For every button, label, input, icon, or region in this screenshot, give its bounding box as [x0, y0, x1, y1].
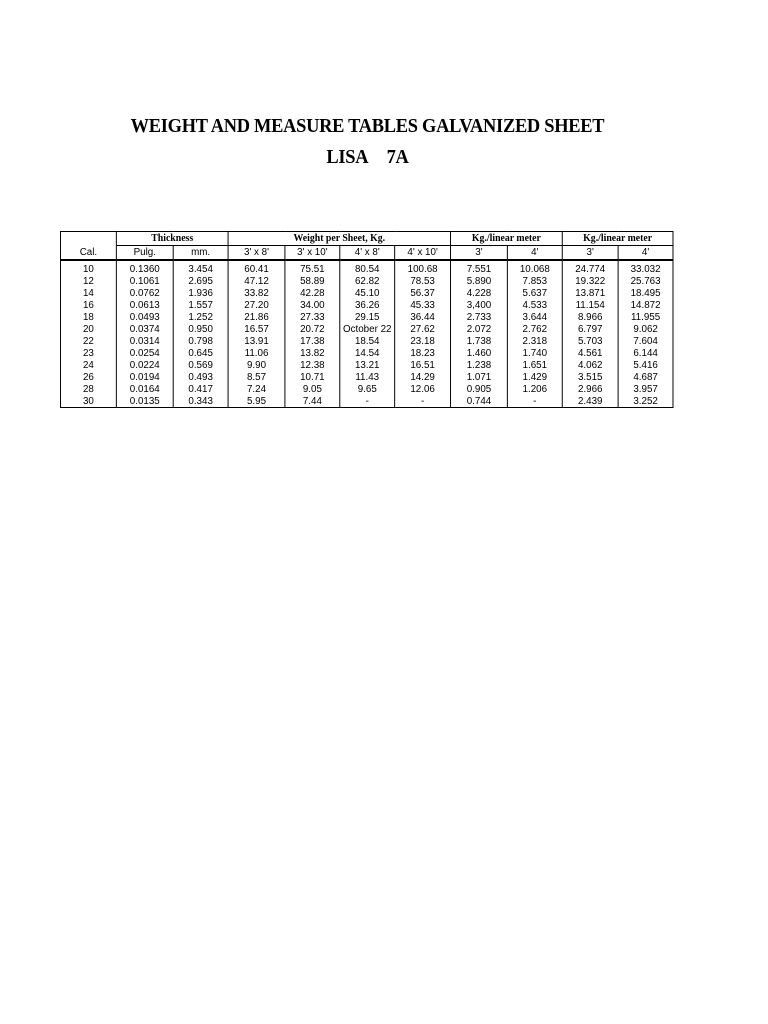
- table-cell: 1.206: [507, 383, 562, 395]
- table-cell: -: [507, 395, 562, 408]
- table-cell: 62.82: [340, 275, 395, 287]
- table-cell: 2.439: [562, 395, 618, 408]
- table-cell: 0.905: [451, 383, 508, 395]
- table-row: [60, 371, 673, 383]
- table-cell: 23.18: [395, 335, 451, 347]
- table-cell: 13.21: [340, 359, 395, 371]
- table-row: [60, 260, 673, 275]
- column-header: 3' x 10': [285, 246, 340, 261]
- table-cell: 5.416: [618, 359, 673, 371]
- table-cell: 5.890: [451, 275, 508, 287]
- table-cell: 14.29: [395, 371, 451, 383]
- table-cell: 0.645: [173, 347, 228, 359]
- table-cell: 4.533: [507, 299, 562, 311]
- column-header: Cal.: [60, 246, 116, 261]
- table-cell: 18.54: [340, 335, 395, 347]
- table-cell: 1.557: [173, 299, 228, 311]
- table-cell: 12.06: [395, 383, 451, 395]
- table-cell: 36.44: [395, 311, 451, 323]
- table-cell: 0.0194: [116, 371, 173, 383]
- table-cell: 3.644: [507, 311, 562, 323]
- table-cell: 29.15: [340, 311, 395, 323]
- table-cell: 8.57: [228, 371, 285, 383]
- table-cell: 0.798: [173, 335, 228, 347]
- group-header-kg-linear-2: Kg./linear meter: [562, 232, 673, 246]
- table-cell: 26: [60, 371, 116, 383]
- table-cell: 4.062: [562, 359, 618, 371]
- table-cell: 30: [60, 395, 116, 408]
- table-cell: 27.62: [395, 323, 451, 335]
- column-header: 4' x 8': [340, 246, 395, 261]
- table-cell: 42.28: [285, 287, 340, 299]
- table-cell: 45.33: [395, 299, 451, 311]
- table-cell: 14.54: [340, 347, 395, 359]
- table-cell: 27.33: [285, 311, 340, 323]
- table-body: [60, 260, 673, 408]
- table-row: [60, 359, 673, 371]
- table-cell: 1.429: [507, 371, 562, 383]
- table-cell: 24: [60, 359, 116, 371]
- table-cell: 80.54: [340, 260, 395, 275]
- table-cell: 10.71: [285, 371, 340, 383]
- table-cell: 2.966: [562, 383, 618, 395]
- table-cell: 20: [60, 323, 116, 335]
- table-cell: 0.1360: [116, 260, 173, 275]
- table-cell: 8.966: [562, 311, 618, 323]
- table-cell: 0.0224: [116, 359, 173, 371]
- table-cell: 2.762: [507, 323, 562, 335]
- column-header: mm.: [173, 246, 228, 261]
- table-cell: 18.23: [395, 347, 451, 359]
- table-cell: 1.740: [507, 347, 562, 359]
- table-cell: 0.0314: [116, 335, 173, 347]
- table-row: [60, 287, 673, 299]
- table-cell: 0.0254: [116, 347, 173, 359]
- table-cell: 36.26: [340, 299, 395, 311]
- table-cell: 0.0374: [116, 323, 173, 335]
- table-cell: 0.343: [173, 395, 228, 408]
- sub-header-row: [60, 246, 673, 261]
- table-cell: 3.454: [173, 260, 228, 275]
- table-row: [60, 275, 673, 287]
- table-cell: 7.604: [618, 335, 673, 347]
- column-header: 3': [451, 246, 508, 261]
- group-header-row: [60, 232, 673, 246]
- table-cell: 2.733: [451, 311, 508, 323]
- table-cell: 5.95: [228, 395, 285, 408]
- table-cell: 33.82: [228, 287, 285, 299]
- subtitle-label: LISA: [326, 146, 369, 168]
- table-cell: 45.10: [340, 287, 395, 299]
- table-cell: 12: [60, 275, 116, 287]
- table-cell: 1.936: [173, 287, 228, 299]
- table-cell: 16: [60, 299, 116, 311]
- table-cell: 4.561: [562, 347, 618, 359]
- table-cell: 18: [60, 311, 116, 323]
- group-header-thickness: Thickness: [116, 232, 228, 246]
- group-header-blank: [60, 232, 116, 246]
- table-cell: 56.37: [395, 287, 451, 299]
- table-cell: 10: [60, 260, 116, 275]
- document-title: WEIGHT AND MEASURE TABLES GALVANIZED SHEET: [130, 115, 605, 137]
- column-header: 4': [507, 246, 562, 261]
- table-cell: 25.763: [618, 275, 673, 287]
- table-cell: 23: [60, 347, 116, 359]
- table-cell: October 22: [340, 323, 395, 335]
- table-cell: 5.637: [507, 287, 562, 299]
- table-cell: 0.569: [173, 359, 228, 371]
- table-cell: 11.43: [340, 371, 395, 383]
- table-cell: 3,400: [451, 299, 508, 311]
- table-row: [60, 335, 673, 347]
- table-cell: 3.252: [618, 395, 673, 408]
- table-cell: 1.738: [451, 335, 508, 347]
- table-cell: 0.0493: [116, 311, 173, 323]
- table-cell: 60.41: [228, 260, 285, 275]
- column-header: 3' x 8': [228, 246, 285, 261]
- table-cell: 22: [60, 335, 116, 347]
- table-cell: 1.071: [451, 371, 508, 383]
- table-cell: 28: [60, 383, 116, 395]
- table-row: [60, 395, 673, 408]
- table-cell: 75.51: [285, 260, 340, 275]
- table-cell: 0.0164: [116, 383, 173, 395]
- table-cell: 0.493: [173, 371, 228, 383]
- table-cell: 7.551: [451, 260, 508, 275]
- table-cell: 2.695: [173, 275, 228, 287]
- table-cell: 7.24: [228, 383, 285, 395]
- table-cell: 0.1061: [116, 275, 173, 287]
- group-header-weight: Weight per Sheet, Kg.: [228, 232, 450, 246]
- table-cell: 0.0135: [116, 395, 173, 408]
- table-cell: 58.89: [285, 275, 340, 287]
- group-header-kg-linear-1: Kg./linear meter: [451, 232, 563, 246]
- table-cell: 0.0762: [116, 287, 173, 299]
- table-cell: 9.062: [618, 323, 673, 335]
- table-cell: -: [395, 395, 451, 408]
- column-header: 4' x 10': [395, 246, 451, 261]
- table-cell: 47.12: [228, 275, 285, 287]
- table-cell: 2.318: [507, 335, 562, 347]
- table-cell: 78.53: [395, 275, 451, 287]
- table-cell: 6.144: [618, 347, 673, 359]
- table-cell: 1.460: [451, 347, 508, 359]
- table-cell: 17.38: [285, 335, 340, 347]
- table-cell: 4.687: [618, 371, 673, 383]
- table-cell: 12.38: [285, 359, 340, 371]
- table-cell: 10.068: [507, 260, 562, 275]
- table-cell: 4.228: [451, 287, 508, 299]
- table-cell: 13.871: [562, 287, 618, 299]
- table-cell: 0.744: [451, 395, 508, 408]
- table-cell: 33.032: [618, 260, 673, 275]
- table-cell: 16.51: [395, 359, 451, 371]
- column-header: 4': [618, 246, 673, 261]
- table-cell: 11.06: [228, 347, 285, 359]
- table-cell: 3.515: [562, 371, 618, 383]
- table-cell: 3.957: [618, 383, 673, 395]
- table-cell: 1.252: [173, 311, 228, 323]
- table-cell: 21.86: [228, 311, 285, 323]
- table-row: [60, 311, 673, 323]
- table-cell: -: [340, 395, 395, 408]
- table-cell: 0.0613: [116, 299, 173, 311]
- table-cell: 1.238: [451, 359, 508, 371]
- column-header: 3': [562, 246, 618, 261]
- column-header: Pulg.: [116, 246, 173, 261]
- table-cell: 14.872: [618, 299, 673, 311]
- table-row: [60, 347, 673, 359]
- table-cell: 27.20: [228, 299, 285, 311]
- table-cell: 1.651: [507, 359, 562, 371]
- table-cell: 20.72: [285, 323, 340, 335]
- table-cell: 34.00: [285, 299, 340, 311]
- table-row: [60, 323, 673, 335]
- table-cell: 16.57: [228, 323, 285, 335]
- table-cell: 9.65: [340, 383, 395, 395]
- table-cell: 9.05: [285, 383, 340, 395]
- table-cell: 14: [60, 287, 116, 299]
- table-cell: 7.853: [507, 275, 562, 287]
- table-cell: 100.68: [395, 260, 451, 275]
- table-row: [60, 299, 673, 311]
- table-cell: 18.495: [618, 287, 673, 299]
- table-cell: 13.82: [285, 347, 340, 359]
- table-cell: 19.322: [562, 275, 618, 287]
- subtitle-code: 7A: [386, 146, 409, 168]
- table-cell: 11.154: [562, 299, 618, 311]
- table-cell: 0.950: [173, 323, 228, 335]
- gauge-table: [60, 231, 674, 408]
- table-cell: 24.774: [562, 260, 618, 275]
- document-subtitle: [29, 146, 705, 169]
- table-cell: 7.44: [285, 395, 340, 408]
- table-cell: 6.797: [562, 323, 618, 335]
- table-cell: 2.072: [451, 323, 508, 335]
- table-cell: 11.955: [618, 311, 673, 323]
- table-cell: 13.91: [228, 335, 285, 347]
- table-cell: 5.703: [562, 335, 618, 347]
- table-cell: 9.90: [228, 359, 285, 371]
- table-cell: 0.417: [173, 383, 228, 395]
- table-row: [60, 383, 673, 395]
